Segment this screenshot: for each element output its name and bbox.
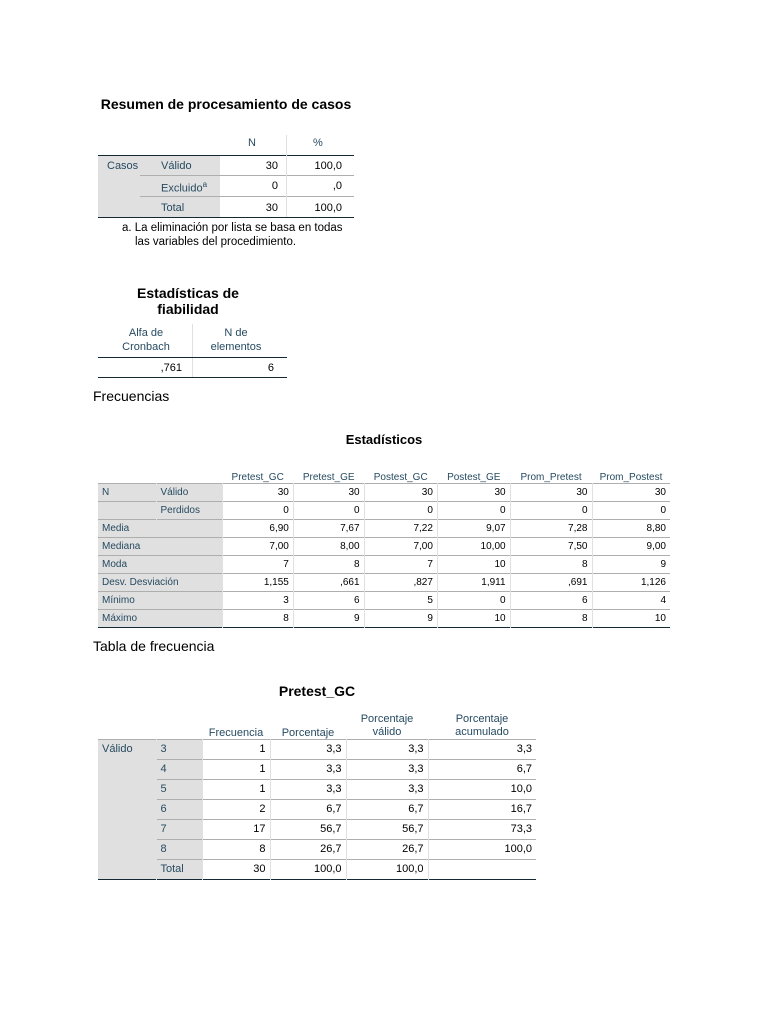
frequency-row-label: Total <box>156 859 202 879</box>
frequency-cell: 30 <box>202 859 270 879</box>
statistics-cell: 0 <box>293 501 364 519</box>
statistics-cell: 6 <box>293 591 364 609</box>
statistics-row <box>98 501 670 519</box>
statistics-cell: 30 <box>364 483 437 501</box>
statistics-cell: ,827 <box>364 573 437 591</box>
statistics-cell: 30 <box>293 483 364 501</box>
statistics-cell: 30 <box>592 483 670 501</box>
statistics-cell: 7,50 <box>510 537 592 555</box>
frequency-column-header: Frecuencia <box>208 726 264 739</box>
frequency-row-label: 6 <box>156 799 202 819</box>
frequency-row <box>98 799 536 819</box>
case-summary-row-label: Excluido$^a$ <box>161 180 208 195</box>
statistics-cell: 0 <box>510 501 592 519</box>
frequency-cell: 2 <box>202 799 270 819</box>
frequency-cell: 100,0 <box>270 859 346 879</box>
statistics-cell: 7,00 <box>364 537 437 555</box>
statistics-cell: 8 <box>293 555 364 573</box>
statistics-row-label: Válido <box>156 483 222 501</box>
statistics-cell: 4 <box>592 591 670 609</box>
case-summary-col-divider <box>286 135 287 217</box>
statistics-cell: 7,22 <box>364 519 437 537</box>
reliability-alpha: ,761 <box>160 362 182 374</box>
statistics-row-label: Mínimo <box>98 591 222 609</box>
frequency-row-label: 8 <box>156 839 202 859</box>
statistics-cell: 7 <box>364 555 437 573</box>
statistics-row <box>98 555 670 573</box>
statistics-row <box>98 519 670 537</box>
statistics-row-label: Mediana <box>98 537 222 555</box>
statistics-cell: 6,90 <box>222 519 293 537</box>
reliability-rule-top <box>98 357 287 358</box>
frequency-cell <box>428 859 536 879</box>
statistics-cell: 5 <box>364 591 437 609</box>
statistics-cell: 1,126 <box>592 573 670 591</box>
case-summary-n: 0 <box>271 180 278 192</box>
frequency-row-label: 5 <box>156 779 202 799</box>
statistics-cell: 3 <box>222 591 293 609</box>
statistics-cell: 10,00 <box>437 537 510 555</box>
case-summary-rule-top <box>98 155 354 156</box>
frequency-row <box>98 819 536 839</box>
statistics-row <box>98 483 670 501</box>
frequency-group-label: Válido <box>98 739 156 879</box>
frequency-cell: 26,7 <box>346 839 428 859</box>
statistics-column-header: Postest_GE <box>447 471 501 483</box>
statistics-row <box>98 591 670 609</box>
statistics-cell: 0 <box>592 501 670 519</box>
statistics-column-header: Pretest_GC <box>231 471 284 483</box>
heading-frecuencias: Frecuencias <box>93 388 170 404</box>
frequency-column-header: Porcentaje acumulado <box>455 712 509 738</box>
frequency-cell: 6,7 <box>270 799 346 819</box>
frequency-cell: 26,7 <box>270 839 346 859</box>
statistics-cell: 30 <box>437 483 510 501</box>
statistics-cell: 1,155 <box>222 573 293 591</box>
case-summary-pct: 100,0 <box>314 202 342 214</box>
frequency-cell: 3,3 <box>346 739 428 759</box>
frequency-table <box>98 705 536 880</box>
statistics-cell: 10 <box>437 609 510 627</box>
statistics-cell: 7,67 <box>293 519 364 537</box>
frequency-row <box>98 779 536 799</box>
statistics-table <box>98 453 670 628</box>
case-summary-n: 30 <box>265 160 278 172</box>
frequency-cell: 3,3 <box>346 759 428 779</box>
frequency-cell: 100,0 <box>346 859 428 879</box>
statistics-cell: 8 <box>510 609 592 627</box>
statistics-cell: 7,00 <box>222 537 293 555</box>
case-summary-rule <box>140 175 354 176</box>
frequency-row-label: 3 <box>156 739 202 759</box>
statistics-row-group <box>98 501 156 519</box>
statistics-cell: 7 <box>222 555 293 573</box>
frequency-row <box>98 759 536 779</box>
statistics-row <box>98 573 670 591</box>
case-summary-col-pct: % <box>313 137 323 149</box>
frequency-cell: 3,3 <box>346 779 428 799</box>
reliability-n-items: 6 <box>267 362 274 374</box>
frequency-cell: 16,7 <box>428 799 536 819</box>
reliability-col-items: N de elementos <box>210 327 262 353</box>
statistics-cell: 8,80 <box>592 519 670 537</box>
frequency-row <box>98 739 536 759</box>
statistics-cell: 9,00 <box>592 537 670 555</box>
case-summary-n: 30 <box>265 202 278 214</box>
frequency-cell: 1 <box>202 739 270 759</box>
case-summary-pct: 100,0 <box>314 160 342 172</box>
reliability-col-divider <box>192 324 193 378</box>
statistics-cell: 30 <box>222 483 293 501</box>
statistics-cell: 9 <box>592 555 670 573</box>
statistics-cell: 30 <box>510 483 592 501</box>
frequency-cell: 1 <box>202 779 270 799</box>
frequency-cell: 10,0 <box>428 779 536 799</box>
frequency-column-header: Porcentaje <box>281 726 335 739</box>
statistics-cell: 0 <box>222 501 293 519</box>
frequency-title: Pretest_GC <box>278 683 356 699</box>
frequency-cell: 100,0 <box>428 839 536 859</box>
frequency-column-header: Porcentaje válido <box>360 712 414 738</box>
reliability-col-alpha: Alfa de Cronbach <box>122 327 170 353</box>
statistics-cell: 10 <box>437 555 510 573</box>
case-summary-group-label: Casos <box>107 160 139 172</box>
frequency-cell: 73,3 <box>428 819 536 839</box>
case-summary-row-label: Total <box>161 202 185 214</box>
statistics-cell: 10 <box>592 609 670 627</box>
statistics-cell: 8 <box>510 555 592 573</box>
statistics-column-header: Postest_GC <box>373 471 428 483</box>
frequency-cell: 6,7 <box>428 759 536 779</box>
statistics-cell: 0 <box>437 591 510 609</box>
statistics-column-header: Pretest_GE <box>302 471 355 483</box>
case-summary-row-label: Válido <box>161 160 192 172</box>
statistics-row-label: Moda <box>98 555 222 573</box>
frequency-cell: 3,3 <box>270 779 346 799</box>
statistics-cell: ,661 <box>293 573 364 591</box>
statistics-cell: ,691 <box>510 573 592 591</box>
statistics-title: Estadísticos <box>345 432 423 447</box>
statistics-row-label: Media <box>98 519 222 537</box>
case-summary-rule-bottom <box>98 217 354 218</box>
frequency-cell: 56,7 <box>270 819 346 839</box>
statistics-row-label: Máximo <box>98 609 222 627</box>
statistics-cell: 1,911 <box>437 573 510 591</box>
frequency-row-label: 7 <box>156 819 202 839</box>
statistics-row-group: N <box>98 483 156 501</box>
statistics-cell: 8 <box>222 609 293 627</box>
frequency-cell: 3,3 <box>428 739 536 759</box>
reliability-rule-bottom <box>98 377 287 378</box>
frequency-cell: 56,7 <box>346 819 428 839</box>
statistics-row-label: Perdidos <box>156 501 222 519</box>
case-summary-title: Resumen de procesamiento de casos <box>100 96 352 112</box>
statistics-row <box>98 537 670 555</box>
statistics-cell: 9 <box>364 609 437 627</box>
frequency-cell: 8 <box>202 839 270 859</box>
statistics-column-header: Prom_Postest <box>599 471 663 483</box>
reliability-title: Estadísticas de fiabilidad <box>137 285 239 317</box>
case-summary-footnote: a. La eliminación por lista se basa en todas las variables del procedimiento. <box>122 222 343 248</box>
statistics-cell: 6 <box>510 591 592 609</box>
heading-tabla-frecuencia: Tabla de frecuencia <box>93 638 215 654</box>
statistics-column-header: Prom_Pretest <box>520 471 582 483</box>
statistics-cell: 0 <box>437 501 510 519</box>
statistics-row <box>98 609 670 627</box>
frequency-cell: 3,3 <box>270 739 346 759</box>
statistics-cell: 9 <box>293 609 364 627</box>
case-summary-pct: ,0 <box>332 180 342 192</box>
frequency-cell: 6,7 <box>346 799 428 819</box>
frequency-row <box>98 839 536 859</box>
statistics-cell: 9,07 <box>437 519 510 537</box>
statistics-row-label: Desv. Desviación <box>98 573 222 591</box>
case-summary-col-n: N <box>248 137 256 149</box>
frequency-cell: 3,3 <box>270 759 346 779</box>
frequency-row <box>98 859 536 879</box>
frequency-cell: 1 <box>202 759 270 779</box>
statistics-cell: 8,00 <box>293 537 364 555</box>
statistics-cell: 7,28 <box>510 519 592 537</box>
frequency-cell: 17 <box>202 819 270 839</box>
frequency-row-label: 4 <box>156 759 202 779</box>
statistics-cell: 0 <box>364 501 437 519</box>
case-summary-rule <box>140 196 354 197</box>
